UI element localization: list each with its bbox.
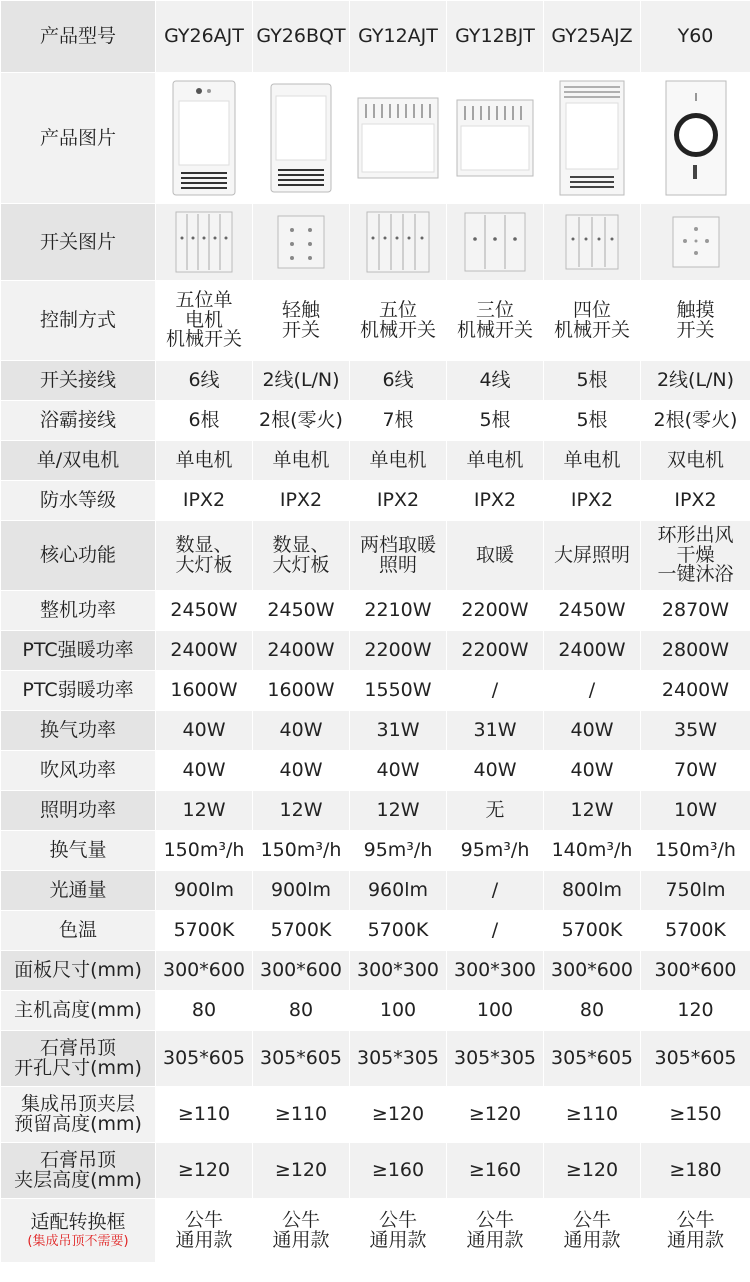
row-motor-type <box>1 441 750 481</box>
cell-value-stack <box>165 288 242 351</box>
cell-value: 300*600 <box>641 951 750 991</box>
cell-value: 2450W <box>544 591 641 631</box>
switch-image-cell <box>350 204 447 281</box>
cell-value: IPX2 <box>544 481 641 521</box>
switch-image <box>671 215 721 269</box>
row-label-ptc-strong-power: PTC强暖功率 <box>1 631 156 671</box>
cell-value: 80 <box>544 991 641 1031</box>
row-switch-wiring <box>1 361 750 401</box>
cell-value: 1600W <box>156 671 253 711</box>
cell-value <box>641 281 750 361</box>
row-label-ptc-weak-power: PTC弱暖功率 <box>1 671 156 711</box>
cell-value: 单电机 <box>447 441 544 481</box>
row-label-line: 集成吊顶夹层 <box>20 1092 135 1115</box>
product-image <box>556 79 628 197</box>
cell-value: 95m³/h <box>447 831 544 871</box>
cell-value-line: 机械开关 <box>359 318 436 341</box>
cell-value: ≥110 <box>544 1087 641 1143</box>
cell-value-stack <box>272 1208 330 1251</box>
cell-value: 1550W <box>350 671 447 711</box>
cell-value: 2200W <box>447 631 544 671</box>
cell-value-line: 大灯板 <box>175 553 233 576</box>
cell-value: 2200W <box>350 631 447 671</box>
cell-value: 2400W <box>641 671 750 711</box>
row-core-function <box>1 521 750 591</box>
cell-value: 双电机 <box>641 441 750 481</box>
cell-value-stack <box>359 298 436 341</box>
cell-value-line: 干燥 <box>676 543 715 566</box>
row-label-line: 预留高度(mm) <box>14 1112 142 1135</box>
cell-value: 2870W <box>641 591 750 631</box>
cell-value: 10W <box>641 791 750 831</box>
cell-value: 12W <box>350 791 447 831</box>
cell-value: 取暖 <box>447 521 544 591</box>
cell-value: 150m³/h <box>156 831 253 871</box>
row-label-heater-wiring: 浴霸接线 <box>1 401 156 441</box>
cell-value: IPX2 <box>253 481 350 521</box>
product-image-cell <box>544 73 641 204</box>
cell-value: 305*305 <box>350 1031 447 1087</box>
cell-value: 2210W <box>350 591 447 631</box>
cell-value: 单电机 <box>350 441 447 481</box>
switch-image <box>365 210 431 274</box>
row-label-note: (集成吊顶不需要) <box>27 1233 129 1249</box>
cell-value: 305*605 <box>544 1031 641 1087</box>
row-label-adapter-frame <box>1 1199 156 1263</box>
product-image <box>268 82 334 194</box>
cell-value-line: 大灯板 <box>272 553 330 576</box>
cell-value-stack <box>553 298 630 341</box>
cell-value: 100 <box>447 991 544 1031</box>
cell-value-line: 通用款 <box>563 1228 621 1251</box>
row-panel-size <box>1 951 750 991</box>
cell-value: 305*605 <box>253 1031 350 1087</box>
cell-value: 150m³/h <box>253 831 350 871</box>
row-luminous-flux <box>1 871 750 911</box>
cell-value: ≥120 <box>156 1143 253 1199</box>
row-label-line: 适配转换框 <box>30 1211 126 1234</box>
cell-value: 单电机 <box>253 441 350 481</box>
cell-value: 2根(零火) <box>253 401 350 441</box>
row-label-product-image: 产品图片 <box>1 73 156 204</box>
cell-value: 2根(零火) <box>641 401 750 441</box>
cell-value <box>447 1199 544 1263</box>
cell-value-line: 公牛 <box>184 1208 223 1231</box>
cell-value-line: 通用款 <box>666 1228 724 1251</box>
cell-value-stack <box>175 1208 233 1251</box>
cell-value-line: 两档取暖 <box>359 533 436 556</box>
cell-value: 305*605 <box>156 1031 253 1087</box>
cell-value-line: 机械开关 <box>553 318 630 341</box>
cell-value: / <box>447 871 544 911</box>
cell-value: 4线 <box>447 361 544 401</box>
cell-value-line: 照明 <box>378 553 417 576</box>
cell-value-stack <box>175 533 233 576</box>
cell-value: ≥120 <box>253 1143 350 1199</box>
cell-value: 2450W <box>156 591 253 631</box>
row-gypsum-ceiling-height <box>1 1143 750 1199</box>
cell-value: 5700K <box>641 911 750 951</box>
cell-value <box>544 1199 641 1263</box>
cell-value-line: 开关 <box>676 318 715 341</box>
cell-value <box>253 281 350 361</box>
row-control-mode <box>1 281 750 361</box>
row-label-gypsum-cutout <box>1 1031 156 1087</box>
cell-value: 40W <box>253 711 350 751</box>
row-blow-power <box>1 751 750 791</box>
product-image-cell <box>350 73 447 204</box>
row-label-line: 开孔尺寸(mm) <box>14 1056 142 1079</box>
product-image <box>169 79 239 197</box>
cell-value <box>447 281 544 361</box>
cell-value-line: 电机 <box>184 308 223 331</box>
cell-value: 40W <box>253 751 350 791</box>
cell-value-line: 数显、 <box>175 533 233 556</box>
cell-value: ≥160 <box>350 1143 447 1199</box>
cell-value-line: 通用款 <box>466 1228 524 1251</box>
row-heater-wiring <box>1 401 750 441</box>
cell-value-line: 公牛 <box>378 1208 417 1231</box>
row-label-line: 夹层高度(mm) <box>14 1168 142 1191</box>
cell-value-line: 轻触 <box>281 298 320 321</box>
product-image <box>663 79 729 197</box>
row-label-motor-type: 单/双电机 <box>1 441 156 481</box>
cell-value: IPX2 <box>350 481 447 521</box>
cell-value: 5根 <box>544 361 641 401</box>
cell-value <box>156 521 253 591</box>
cell-value: 5700K <box>350 911 447 951</box>
cell-value: 2450W <box>253 591 350 631</box>
row-product-image <box>1 73 750 204</box>
row-ptc-weak-power <box>1 671 750 711</box>
row-label-unit-height: 主机高度(mm) <box>1 991 156 1031</box>
cell-value: 31W <box>350 711 447 751</box>
switch-image-cell <box>156 204 253 281</box>
row-label-color-temp: 色温 <box>1 911 156 951</box>
cell-value: 40W <box>350 751 447 791</box>
switch-image-cell <box>641 204 750 281</box>
row-label-vent-power: 换气功率 <box>1 711 156 751</box>
row-airflow <box>1 831 750 871</box>
cell-value: 无 <box>447 791 544 831</box>
cell-value: 960lm <box>350 871 447 911</box>
cell-value-line: 三位 <box>475 298 514 321</box>
cell-value: IPX2 <box>156 481 253 521</box>
cell-value-line: 机械开关 <box>165 328 242 351</box>
cell-value: 5根 <box>544 401 641 441</box>
cell-value: 40W <box>544 711 641 751</box>
row-adapter-frame <box>1 1199 750 1263</box>
cell-value-stack <box>657 523 734 586</box>
cell-value: 300*300 <box>447 951 544 991</box>
model-name: Y60 <box>641 1 750 73</box>
cell-value: IPX2 <box>641 481 750 521</box>
cell-value: 6线 <box>350 361 447 401</box>
row-gypsum-cutout <box>1 1031 750 1087</box>
row-model <box>1 1 750 73</box>
cell-value: ≥110 <box>156 1087 253 1143</box>
cell-value: ≥160 <box>447 1143 544 1199</box>
model-name: GY26AJT <box>156 1 253 73</box>
row-label-integrated-ceiling-height <box>1 1087 156 1143</box>
row-label-switch-wiring: 开关接线 <box>1 361 156 401</box>
cell-value: 140m³/h <box>544 831 641 871</box>
row-lighting-power <box>1 791 750 831</box>
row-label-line: 石膏吊顶 <box>39 1036 116 1059</box>
model-name: GY26BQT <box>253 1 350 73</box>
model-name: GY25AJZ <box>544 1 641 73</box>
cell-value: 2400W <box>253 631 350 671</box>
cell-value: 12W <box>156 791 253 831</box>
product-image-cell <box>447 73 544 204</box>
cell-value: 70W <box>641 751 750 791</box>
switch-image-cell <box>544 204 641 281</box>
row-label-text <box>30 1213 125 1233</box>
cell-value-line: 公牛 <box>572 1208 611 1231</box>
cell-value: 300*600 <box>253 951 350 991</box>
cell-value-line: 五位 <box>378 298 417 321</box>
switch-image <box>174 210 234 274</box>
switch-image <box>463 211 527 273</box>
cell-value: 80 <box>253 991 350 1031</box>
cell-value: 31W <box>447 711 544 751</box>
cell-value: 750lm <box>641 871 750 911</box>
cell-value: ≥120 <box>544 1143 641 1199</box>
cell-value: 2200W <box>447 591 544 631</box>
cell-value-stack <box>456 298 533 341</box>
cell-value: 80 <box>156 991 253 1031</box>
cell-value: 800lm <box>544 871 641 911</box>
cell-value: 5700K <box>156 911 253 951</box>
cell-value: 120 <box>641 991 750 1031</box>
cell-value <box>350 281 447 361</box>
row-label-blow-power: 吹风功率 <box>1 751 156 791</box>
row-vent-power <box>1 711 750 751</box>
row-label-control-mode: 控制方式 <box>1 281 156 361</box>
cell-value: 大屏照明 <box>544 521 641 591</box>
cell-value: 2400W <box>156 631 253 671</box>
cell-value: ≥180 <box>641 1143 750 1199</box>
cell-value: 单电机 <box>544 441 641 481</box>
cell-value-line: 环形出风 <box>657 523 734 546</box>
cell-value-stack <box>281 298 320 341</box>
cell-value <box>641 521 750 591</box>
cell-value: 305*605 <box>641 1031 750 1087</box>
cell-value: 单电机 <box>156 441 253 481</box>
cell-value <box>350 521 447 591</box>
cell-value: / <box>447 671 544 711</box>
cell-value-stack <box>666 1208 724 1251</box>
row-color-temp <box>1 911 750 951</box>
cell-value-line: 触摸 <box>676 298 715 321</box>
cell-value: 2线(L/N) <box>253 361 350 401</box>
product-image-cell <box>641 73 750 204</box>
cell-value-stack <box>563 1208 621 1251</box>
row-label-airflow: 换气量 <box>1 831 156 871</box>
switch-image <box>564 213 620 271</box>
cell-value <box>350 1199 447 1263</box>
product-image <box>356 96 440 180</box>
cell-value: 5根 <box>447 401 544 441</box>
cell-value: 12W <box>253 791 350 831</box>
cell-value <box>641 1199 750 1263</box>
cell-value: 1600W <box>253 671 350 711</box>
cell-value-line: 公牛 <box>475 1208 514 1231</box>
switch-image-cell <box>447 204 544 281</box>
cell-value: 12W <box>544 791 641 831</box>
cell-value: 300*600 <box>544 951 641 991</box>
cell-value <box>544 281 641 361</box>
row-total-power <box>1 591 750 631</box>
cell-value-line: 公牛 <box>281 1208 320 1231</box>
row-label-core-function: 核心功能 <box>1 521 156 591</box>
cell-value: 305*305 <box>447 1031 544 1087</box>
cell-value-line: 五位单 <box>175 288 233 311</box>
cell-value: 2400W <box>544 631 641 671</box>
model-name: GY12BJT <box>447 1 544 73</box>
row-unit-height <box>1 991 750 1031</box>
row-label-text <box>14 1036 142 1079</box>
row-label-text <box>14 1148 142 1191</box>
cell-value: 900lm <box>156 871 253 911</box>
row-label-lighting-power: 照明功率 <box>1 791 156 831</box>
row-label-model: 产品型号 <box>1 1 156 73</box>
cell-value: 100 <box>350 991 447 1031</box>
cell-value <box>156 1199 253 1263</box>
cell-value-line: 一键沐浴 <box>657 563 734 586</box>
row-waterproof-rating <box>1 481 750 521</box>
cell-value: 40W <box>447 751 544 791</box>
row-label-line: 石膏吊顶 <box>39 1148 116 1171</box>
cell-value: 2线(L/N) <box>641 361 750 401</box>
cell-value: 300*300 <box>350 951 447 991</box>
row-integrated-ceiling-height <box>1 1087 750 1143</box>
cell-value: 40W <box>156 711 253 751</box>
row-ptc-strong-power <box>1 631 750 671</box>
cell-value: ≥120 <box>350 1087 447 1143</box>
cell-value: 7根 <box>350 401 447 441</box>
cell-value-stack <box>676 298 715 341</box>
cell-value-line: 通用款 <box>175 1228 233 1251</box>
cell-value-line: 机械开关 <box>456 318 533 341</box>
product-image <box>455 98 535 178</box>
cell-value: / <box>544 671 641 711</box>
switch-image <box>276 214 326 270</box>
cell-value-line: 数显、 <box>272 533 330 556</box>
row-label-luminous-flux: 光通量 <box>1 871 156 911</box>
row-switch-image <box>1 204 750 281</box>
cell-value: 300*600 <box>156 951 253 991</box>
cell-value: 900lm <box>253 871 350 911</box>
cell-value-line: 通用款 <box>369 1228 427 1251</box>
cell-value-stack <box>369 1208 427 1251</box>
cell-value: 40W <box>156 751 253 791</box>
row-label-total-power: 整机功率 <box>1 591 156 631</box>
cell-value <box>253 1199 350 1263</box>
cell-value-line: 开关 <box>281 318 320 341</box>
row-label-waterproof-rating: 防水等级 <box>1 481 156 521</box>
cell-value-line: 四位 <box>572 298 611 321</box>
row-label-text <box>14 1092 142 1135</box>
cell-value <box>253 521 350 591</box>
cell-value: 5700K <box>544 911 641 951</box>
cell-value-stack <box>272 533 330 576</box>
cell-value: 5700K <box>253 911 350 951</box>
cell-value-line: 通用款 <box>272 1228 330 1251</box>
cell-value: 6线 <box>156 361 253 401</box>
cell-value: 40W <box>544 751 641 791</box>
row-label-gypsum-ceiling-height <box>1 1143 156 1199</box>
cell-value-stack <box>466 1208 524 1251</box>
cell-value: 150m³/h <box>641 831 750 871</box>
model-name: GY12AJT <box>350 1 447 73</box>
cell-value: / <box>447 911 544 951</box>
cell-value-line: 公牛 <box>676 1208 715 1231</box>
switch-image-cell <box>253 204 350 281</box>
cell-value-stack <box>359 533 436 576</box>
cell-value: 95m³/h <box>350 831 447 871</box>
product-image-cell <box>156 73 253 204</box>
row-label-panel-size: 面板尺寸(mm) <box>1 951 156 991</box>
product-image-cell <box>253 73 350 204</box>
cell-value: ≥150 <box>641 1087 750 1143</box>
row-label-switch-image: 开关图片 <box>1 204 156 281</box>
cell-value: 2800W <box>641 631 750 671</box>
cell-value <box>156 281 253 361</box>
cell-value: IPX2 <box>447 481 544 521</box>
cell-value: ≥110 <box>253 1087 350 1143</box>
cell-value: 35W <box>641 711 750 751</box>
cell-value: ≥120 <box>447 1087 544 1143</box>
cell-value: 6根 <box>156 401 253 441</box>
